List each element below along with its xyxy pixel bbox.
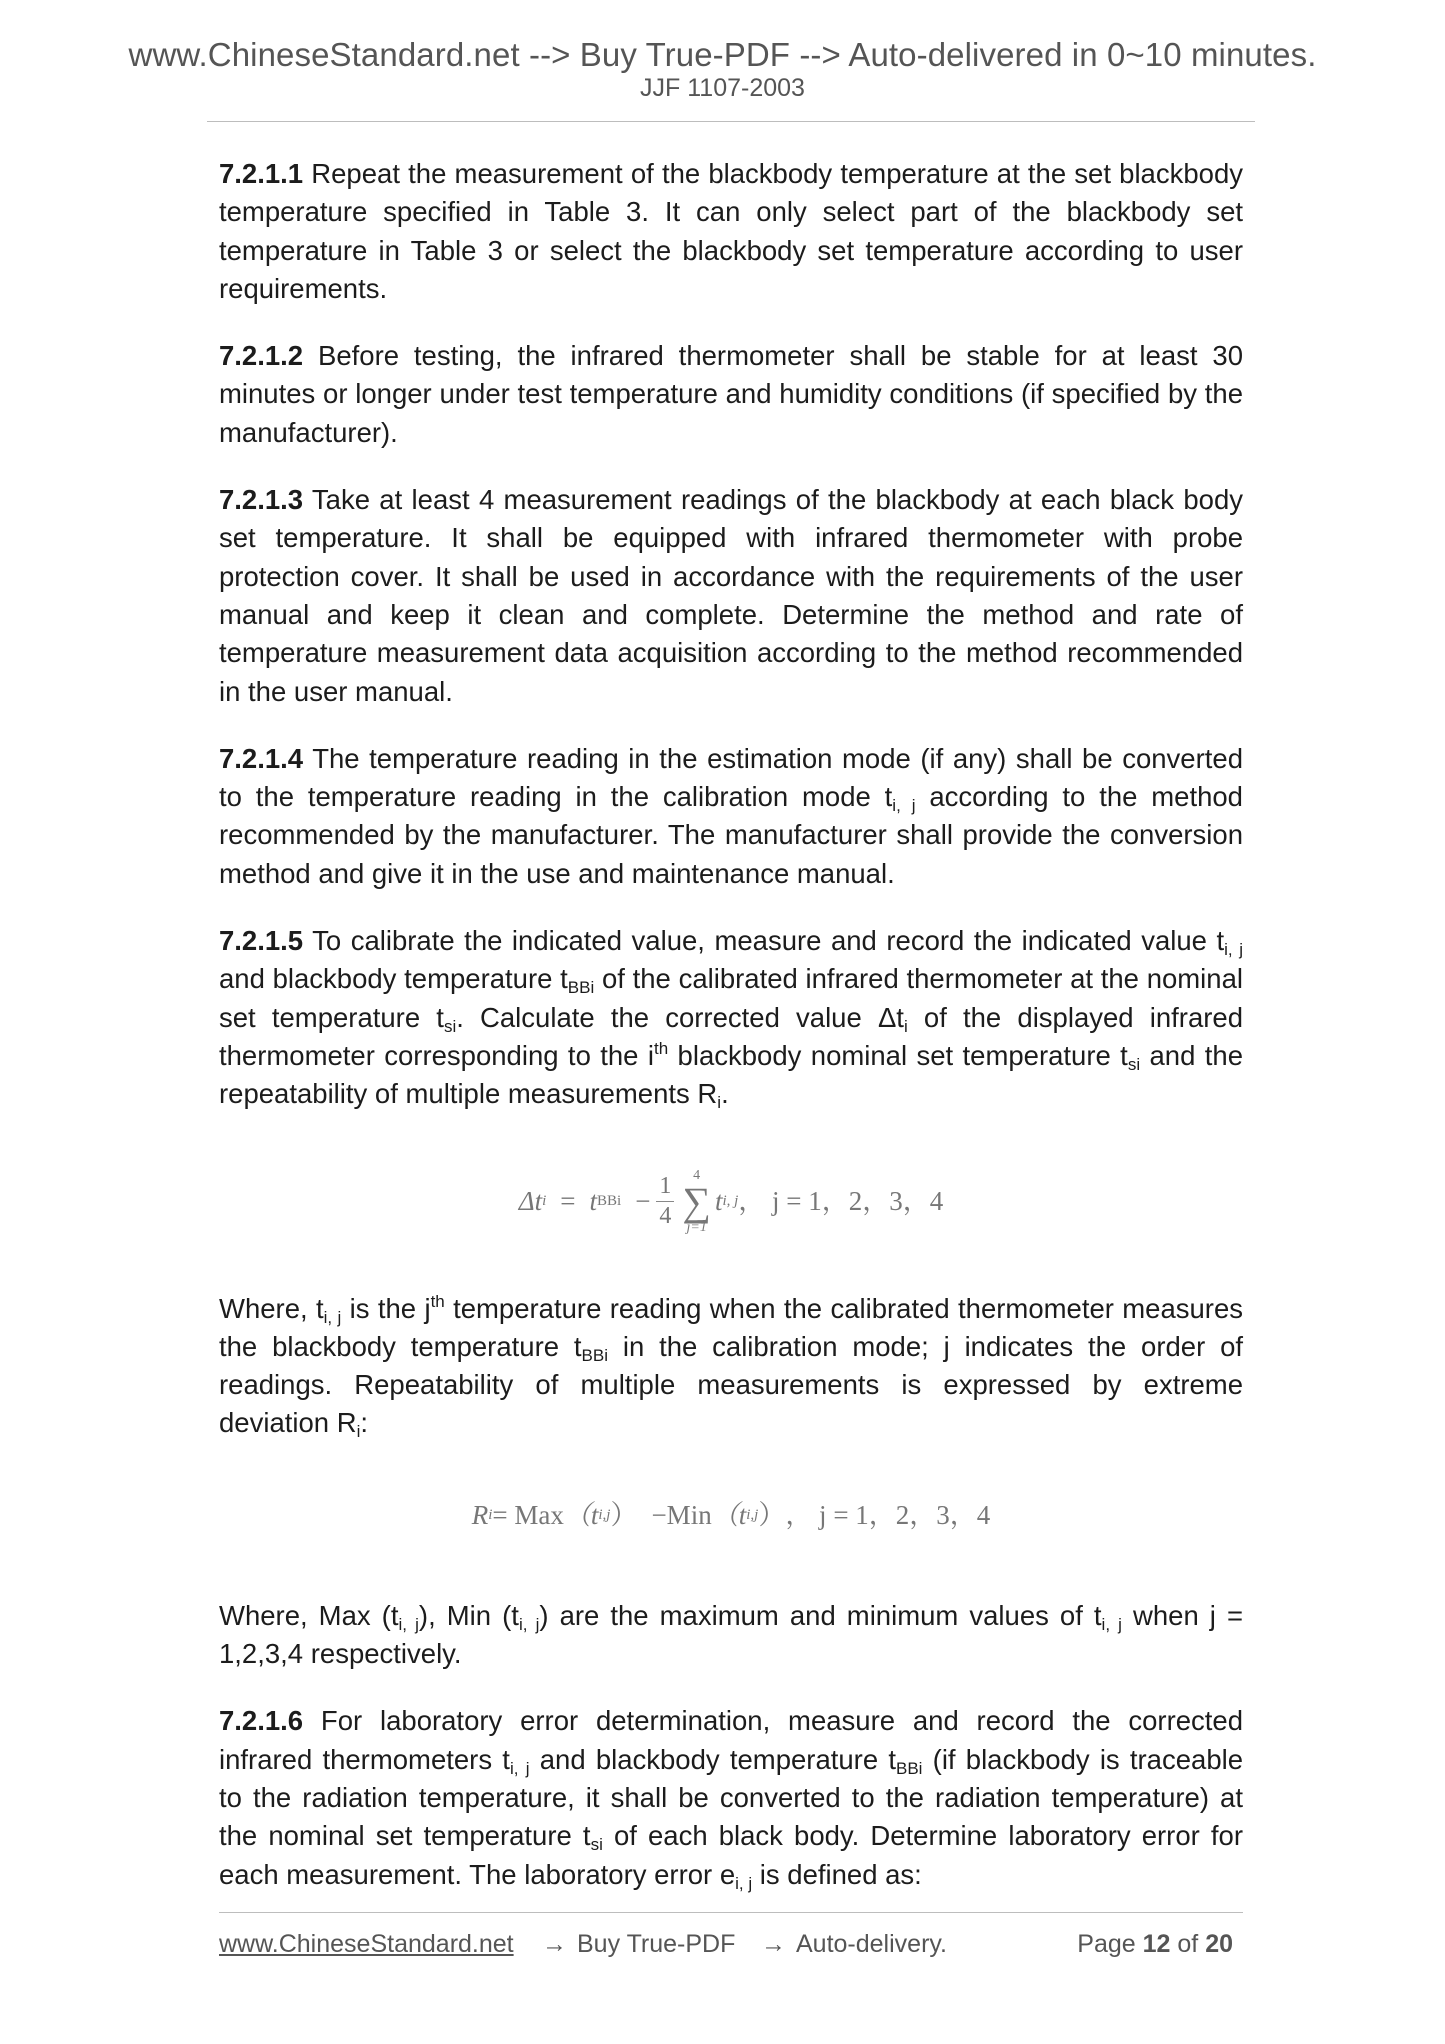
page-indicator xyxy=(1077,1930,1233,1959)
subscript: i, j xyxy=(1101,1614,1122,1634)
paragraph-text: Where, Max (t xyxy=(219,1599,399,1631)
paragraph-text: temperature reading when the calibrated thermometer measures the blackbody temperature t xyxy=(219,1292,1243,1362)
clause-7-2-1-3 xyxy=(219,481,1243,711)
footer-divider xyxy=(219,1912,1243,1913)
formula-tail: ， j = 1，2，3，4 xyxy=(785,1499,991,1530)
subscript: si xyxy=(443,1016,457,1036)
paragraph-text: is the j xyxy=(341,1292,431,1324)
formula-arg: （t xyxy=(563,1499,599,1530)
clause-text: (if blackbody is traceable to the radiation temperature, it shall be converted to the radiation temperature) at the nominal set temperature t xyxy=(219,1743,1244,1852)
clause-text: and the repeatability of multiple measurements R xyxy=(219,1039,1243,1110)
where-paragraph-1 xyxy=(219,1290,1243,1443)
formula-term: t xyxy=(589,1186,597,1217)
header-divider xyxy=(207,121,1255,122)
fraction-denominator: 4 xyxy=(659,1203,672,1230)
clause-7-2-1-6 xyxy=(219,1702,1243,1893)
summation-sign: ∑ xyxy=(682,1178,711,1224)
clause-7-2-1-4 xyxy=(219,740,1243,893)
paragraph-text: when j = 1,2,3,4 respectively. xyxy=(219,1599,1244,1670)
footer-site-link[interactable]: www.ChineseStandard.net xyxy=(219,1930,514,1958)
clause-text: blackbody nominal set temperature t xyxy=(668,1039,1128,1071)
page-label: Page xyxy=(1077,1930,1136,1958)
formula-subscript: BBi xyxy=(597,1193,622,1210)
subscript: i, j xyxy=(735,1873,753,1893)
clause-text: of the calibrated infrared thermometer at the nominal set temperature t xyxy=(219,963,1243,1033)
of-label: of xyxy=(1177,1930,1199,1958)
formula-minus: − xyxy=(635,1186,651,1217)
formula-subscript: i, j xyxy=(722,1193,739,1210)
fraction-numerator: 1 xyxy=(659,1172,672,1199)
clause-text: . Calculate the corrected value Δt xyxy=(456,1001,904,1033)
subscript: i, j xyxy=(1224,940,1243,960)
clause-7-2-1-2 xyxy=(219,337,1243,452)
clause-text: of the displayed infrared thermometer corresponding to the i xyxy=(219,1001,1243,1071)
formula-min: −Min xyxy=(651,1499,712,1530)
arrow-right-icon: → xyxy=(542,1930,567,1958)
clause-text: The temperature reading in the estimation mode (if any) shall be converted to the temperature reading in the calibration mode t xyxy=(219,742,1243,813)
clause-text: and blackbody temperature t xyxy=(529,1743,896,1775)
clause-number: 7.2.1.1 xyxy=(219,158,304,189)
clause-text: Before testing, the infrared thermometer shall be stable for at least 30 minutes or longer under test temperature and humidity conditions (if specified by the manufacturer). xyxy=(219,340,1243,448)
page-footer xyxy=(219,1930,1233,1966)
formula-equals: = xyxy=(560,1186,576,1217)
clause-text: and blackbody temperature t xyxy=(219,963,568,995)
clause-number: 7.2.1.3 xyxy=(219,484,304,516)
formula-subscript: i,j xyxy=(746,1506,759,1523)
subscript: i xyxy=(356,1422,361,1442)
formula-arg-close: ） xyxy=(758,1499,786,1530)
formula-arg-close: ） xyxy=(610,1499,638,1530)
subscript: i, j xyxy=(398,1614,419,1634)
clause-number: 7.2.1.2 xyxy=(219,340,304,372)
subscript: i, j xyxy=(518,1614,540,1634)
subscript: si xyxy=(1127,1054,1141,1074)
footer-delivery-text: Auto-delivery. xyxy=(796,1930,947,1958)
clause-number: 7.2.1.4 xyxy=(219,742,304,774)
clause-number: 7.2.1.5 xyxy=(219,925,304,957)
formula-subscript: i xyxy=(488,1506,493,1523)
summation-lower: j=1 xyxy=(686,1219,707,1235)
subscript: i xyxy=(717,1093,722,1113)
correction-formula xyxy=(219,1156,1243,1248)
clause-text: . xyxy=(721,1078,729,1110)
formula-lhs: R xyxy=(471,1499,489,1530)
paragraph-text: : xyxy=(360,1407,369,1439)
subscript: BBi xyxy=(567,978,595,998)
top-banner[interactable]: www.ChineseStandard.net --> Buy True-PDF --> Auto-delivered in 0~10 minutes. xyxy=(128,36,1317,73)
footer-buy-text: Buy True-PDF xyxy=(577,1930,736,1958)
subscript: i xyxy=(903,1016,908,1036)
paragraph-text: ) are the maximum and minimum values of t xyxy=(539,1599,1102,1631)
formula-tail: ， j = 1，2，3，4 xyxy=(738,1186,944,1217)
page-number: 12 xyxy=(1142,1930,1171,1958)
clause-text: To calibrate the indicated value, measure and record the indicated value t xyxy=(303,925,1225,957)
document-body xyxy=(219,155,1243,1923)
superscript: th xyxy=(430,1291,445,1311)
superscript: th xyxy=(653,1038,669,1058)
formula-arg: （t xyxy=(711,1499,747,1530)
formula-term: t xyxy=(714,1186,723,1217)
clause-text: Repeat the measurement of the blackbody temperature at the set blackbody temperature specified in Table 3. It can only select part of the blackbody set temperature in Table 3 or select the blackbody set temperature according to user requirements. xyxy=(219,158,1243,304)
clause-number: 7.2.1.6 xyxy=(219,1705,304,1737)
formula-subscript: i,j xyxy=(598,1506,611,1523)
total-pages: 20 xyxy=(1205,1930,1233,1958)
clause-7-2-1-1 xyxy=(219,155,1243,308)
summation-upper: 4 xyxy=(693,1167,701,1183)
clause-text: according to the method recommended by the manufacturer. The manufacturer shall provide the conversion method and give it in the use and maintenance manual. xyxy=(219,781,1243,889)
clause-text: of each black body. Determine laboratory error for each measurement. The laboratory error e xyxy=(219,1820,1243,1890)
clause-text: is defined as: xyxy=(752,1858,922,1890)
subscript: i, j xyxy=(509,1758,530,1778)
subscript: i, j xyxy=(323,1307,342,1327)
formula-subscript: i xyxy=(542,1193,547,1210)
clause-7-2-1-5 xyxy=(219,922,1243,1113)
formula-fraction xyxy=(656,1174,674,1229)
standard-code: JJF 1107-2003 xyxy=(640,74,805,102)
repeatability-formula xyxy=(219,1485,1243,1545)
arrow-right-icon: → xyxy=(761,1930,786,1958)
subscript: BBi xyxy=(581,1345,608,1365)
paragraph-text: ), Min (t xyxy=(418,1599,519,1631)
paragraph-text: in the calibration mode; j indicates the order of readings. Repeatability of multiple measurements is expressed by extreme deviation R xyxy=(219,1330,1244,1439)
subscript: i, j xyxy=(892,796,916,816)
formula-max: = Max xyxy=(492,1499,564,1530)
fraction-bar xyxy=(656,1201,674,1202)
summation xyxy=(682,1169,711,1235)
formula-lhs: Δt xyxy=(518,1186,543,1217)
clause-text: For laboratory error determination, measure and record the corrected infrared thermometers t xyxy=(219,1705,1243,1775)
subscript: BBi xyxy=(895,1758,923,1778)
paragraph-text: Where, t xyxy=(219,1292,324,1324)
clause-text: Take at least 4 measurement readings of the blackbody at each black body set temperature. It shall be equipped with infrared thermometer with probe protection cover. It shall be used in accordance with the requirements of the user manual and keep it clean and complete. Determine the method and rate of temperature measurement data acquisition according to the method recommended in the user manual. xyxy=(219,484,1243,707)
where-paragraph-2 xyxy=(219,1597,1243,1674)
subscript: si xyxy=(590,1835,603,1855)
